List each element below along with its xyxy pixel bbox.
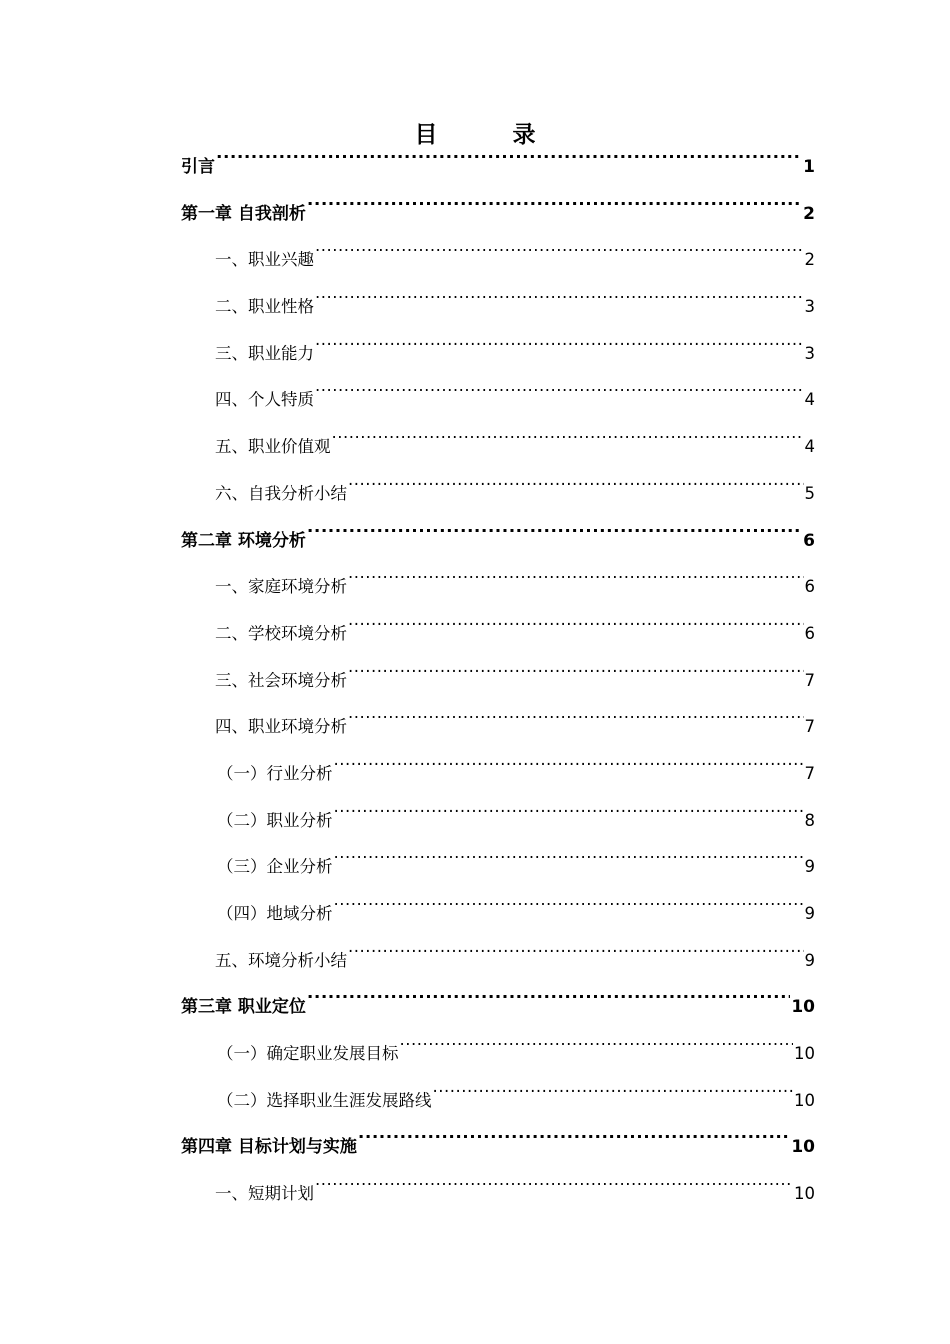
toc-entry-text: 第三章 职业定位: [181, 997, 306, 1018]
toc-entry-page-number: 10: [794, 1090, 815, 1110]
toc-entry-text: 引言: [181, 157, 215, 177]
toc-dot-leader: [307, 202, 802, 219]
toc-entry-text: 二、职业性格: [215, 297, 314, 317]
toc-dot-leader: [348, 949, 804, 966]
toc-dot-leader: [332, 436, 804, 453]
toc-entry[interactable]: [181, 1175, 815, 1222]
toc-dot-leader: [307, 529, 802, 546]
toc-entry[interactable]: [181, 988, 815, 1035]
toc-entry[interactable]: [181, 195, 815, 242]
toc-entry-text: （二）职业分析: [217, 810, 333, 830]
toc-dot-leader: [433, 1089, 794, 1106]
toc-entry-page-number: 1: [803, 157, 815, 177]
toc-entry[interactable]: [181, 381, 815, 428]
toc-entry-page-number: 4: [804, 390, 815, 410]
toc-entry-page-number: 6: [803, 530, 815, 551]
toc-entry-text: 五、环境分析小结: [215, 950, 347, 970]
toc-entry[interactable]: [181, 848, 815, 895]
toc-dot-leader: [216, 155, 802, 172]
toc-entry-text: 四、职业环境分析: [215, 717, 347, 737]
toc-dot-leader: [348, 669, 804, 686]
toc-title: 目 录: [414, 121, 562, 148]
toc-entry-page-number: 7: [804, 717, 815, 737]
toc-entry-text: 二、学校环境分析: [215, 623, 347, 643]
toc-entry-text: 一、家庭环境分析: [215, 577, 347, 597]
toc-entry[interactable]: [181, 708, 815, 755]
toc-entry-text: 三、职业能力: [215, 343, 314, 363]
toc-entry[interactable]: [181, 428, 815, 475]
toc-entry[interactable]: [181, 755, 815, 802]
toc-dot-leader: [315, 1183, 793, 1200]
toc-dot-leader: [348, 716, 804, 733]
toc-dot-leader: [348, 622, 804, 639]
toc-dot-leader: [334, 809, 804, 826]
toc-dot-leader: [315, 342, 804, 359]
toc-entry-page-number: 6: [804, 623, 815, 643]
toc-entry[interactable]: [181, 895, 815, 942]
toc-entry-text: 三、社会环境分析: [215, 670, 347, 690]
toc-dot-leader: [334, 856, 804, 873]
toc-dot-leader: [315, 389, 804, 406]
toc-list: [181, 148, 815, 1222]
toc-dot-leader: [358, 1135, 790, 1152]
toc-entry-page-number: 10: [791, 1137, 815, 1158]
toc-entry[interactable]: [181, 1082, 815, 1129]
toc-dot-leader: [315, 296, 804, 313]
toc-entry[interactable]: [181, 241, 815, 288]
toc-entry[interactable]: [181, 288, 815, 335]
toc-entry[interactable]: [181, 942, 815, 989]
toc-entry-page-number: 9: [804, 950, 815, 970]
toc-entry-text: （三）企业分析: [217, 857, 333, 877]
toc-entry-text: 四、个人特质: [215, 390, 314, 410]
toc-entry-text: 第四章 目标计划与实施: [181, 1137, 357, 1158]
toc-entry[interactable]: [181, 615, 815, 662]
toc-entry[interactable]: [181, 148, 815, 195]
toc-entry-page-number: 7: [804, 763, 815, 783]
toc-entry-page-number: 6: [804, 577, 815, 597]
toc-entry-page-number: 3: [804, 297, 815, 317]
toc-entry-text: 一、职业兴趣: [215, 250, 314, 270]
toc-entry[interactable]: [181, 475, 815, 522]
toc-entry-page-number: 7: [804, 670, 815, 690]
toc-entry[interactable]: [181, 662, 815, 709]
toc-entry-page-number: 9: [804, 857, 815, 877]
toc-entry-page-number: 5: [804, 483, 815, 503]
toc-entry-page-number: 3: [804, 343, 815, 363]
toc-dot-leader: [315, 249, 804, 266]
toc-entry-page-number: 10: [794, 1184, 815, 1204]
toc-entry-text: 五、职业价值观: [215, 437, 331, 457]
toc-entry-page-number: 4: [804, 437, 815, 457]
toc-entry-text: （一）确定职业发展目标: [217, 1044, 399, 1064]
toc-entry[interactable]: [181, 802, 815, 849]
toc-entry-text: 一、短期计划: [215, 1184, 314, 1204]
toc-entry-page-number: 2: [803, 203, 815, 224]
toc-entry-text: （四）地域分析: [217, 904, 333, 923]
toc-entry-page-number: 9: [804, 904, 815, 923]
toc-entry[interactable]: [181, 335, 815, 382]
toc-entry[interactable]: [181, 568, 815, 615]
toc-dot-leader: [348, 576, 804, 593]
toc-entry[interactable]: [181, 1128, 815, 1175]
toc-entry-text: （二）选择职业生涯发展路线: [217, 1090, 432, 1110]
toc-entry-text: （一）行业分析: [217, 763, 333, 783]
toc-dot-leader: [334, 903, 804, 920]
toc-entry-text: 第二章 环境分析: [181, 530, 306, 551]
toc-dot-leader: [400, 1043, 794, 1060]
toc-entry-page-number: 2: [804, 250, 815, 270]
toc-entry-text: 六、自我分析小结: [215, 483, 347, 503]
toc-entry-page-number: 10: [794, 1044, 815, 1064]
toc-entry-text: 第一章 自我剖析: [181, 203, 306, 224]
toc-dot-leader: [348, 482, 804, 499]
toc-entry-page-number: 8: [804, 810, 815, 830]
toc-entry[interactable]: [181, 1035, 815, 1082]
toc-entry-page-number: 10: [791, 997, 815, 1018]
toc-dot-leader: [307, 995, 790, 1012]
toc-entry[interactable]: [181, 522, 815, 569]
toc-dot-leader: [334, 762, 804, 779]
